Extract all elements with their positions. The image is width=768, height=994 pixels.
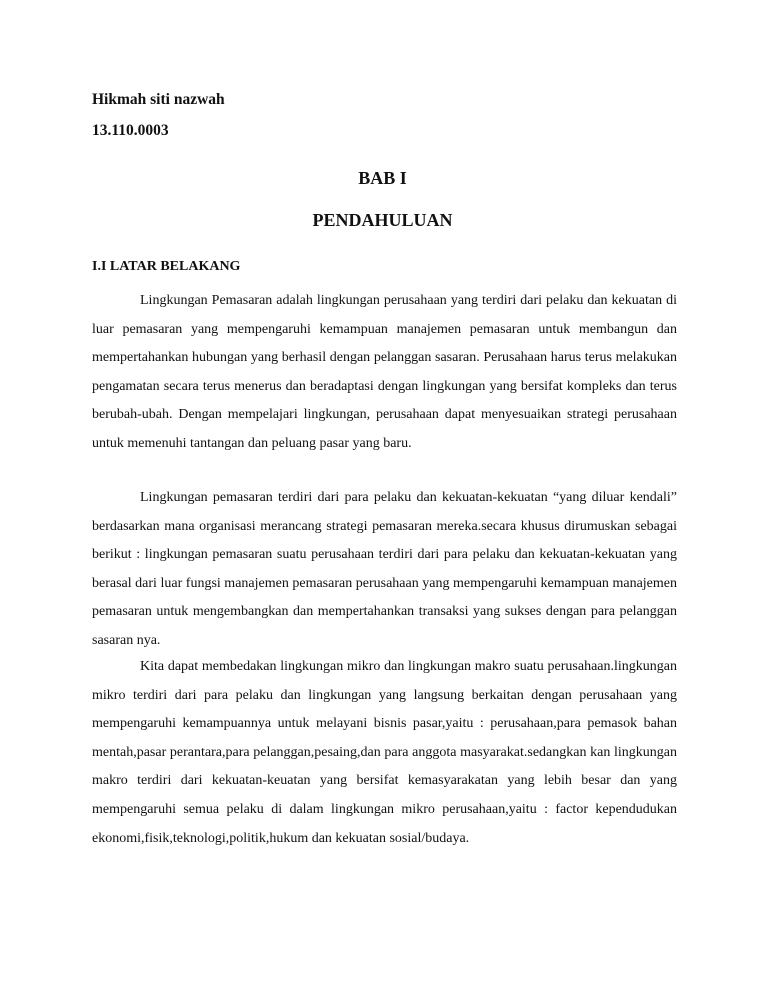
author-id: 13.110.0003 bbox=[92, 122, 169, 139]
chapter-title: PENDAHULUAN bbox=[312, 210, 453, 230]
chapter-number: BAB I bbox=[358, 168, 407, 188]
paragraph-1: Lingkungan Pemasaran adalah lingkungan perusahaan yang terdiri dari pelaku dan kekuatan di luar pemasaran yang mempengaruhi kemampuan manajemen pemasaran untuk membangun dan mempertahankan hubungan yang berhasil dengan pelanggan sasaran. Perusahaan harus terus melakukan pengamatan secara terus menerus dan beradaptasi dengan lingkungan yang bersifat kompleks dan terus berubah-ubah. Dengan mempelajari lingkungan, perusahaan dapat menyesuaikan strategi perusahaan untuk memenuhi tantangan dan peluang pasar yang baru. bbox=[92, 293, 677, 451]
author-name: Hikmah siti nazwah bbox=[92, 91, 225, 108]
paragraph-2: Lingkungan pemasaran terdiri dari para pelaku dan kekuatan-kekuatan “yang diluar kendali” berdasarkan mana organisasi merancang strategi pemasaran mereka.secara khusus dirumuskan sebagai berikut : lingkungan pemasaran suatu perusahaan terdiri dari para pelaku dan kekuatan-kekuatan yang berasal dari luar fungsi manajemen pemasaran perusahaan yang mempengaruhi kemampuan manajemen pemasaran untuk mengembangkan dan mempertahankan transaksi yang sukses dengan para pelanggan sasaran nya. bbox=[92, 490, 677, 648]
paragraph-3: Kita dapat membedakan lingkungan mikro dan lingkungan makro suatu perusahaan.lingkungan mikro terdiri dari para pelaku dan lingkungan yang langsung berkaitan dengan perusahaan yang mempengaruhi kemampuannya untuk melayani bisnis pasar,yaitu : perusahaan,para pemasok bahan mentah,pasar perantara,para pelanggan,pesaing,dan para anggota masyarakat.sedangkan kan lingkungan makro terdiri dari kekuatan-keuatan yang bersifat kemasyarakatan yang lebih besar dan yang mempengaruhi semua pelaku di dalam lingkungan mikro perusahaan,yaitu : factor kependudukan ekonomi,fisik,teknologi,politik,hukum dan kekuatan sosial/budaya. bbox=[92, 659, 677, 846]
section-heading: I.I LATAR BELAKANG bbox=[92, 259, 241, 274]
